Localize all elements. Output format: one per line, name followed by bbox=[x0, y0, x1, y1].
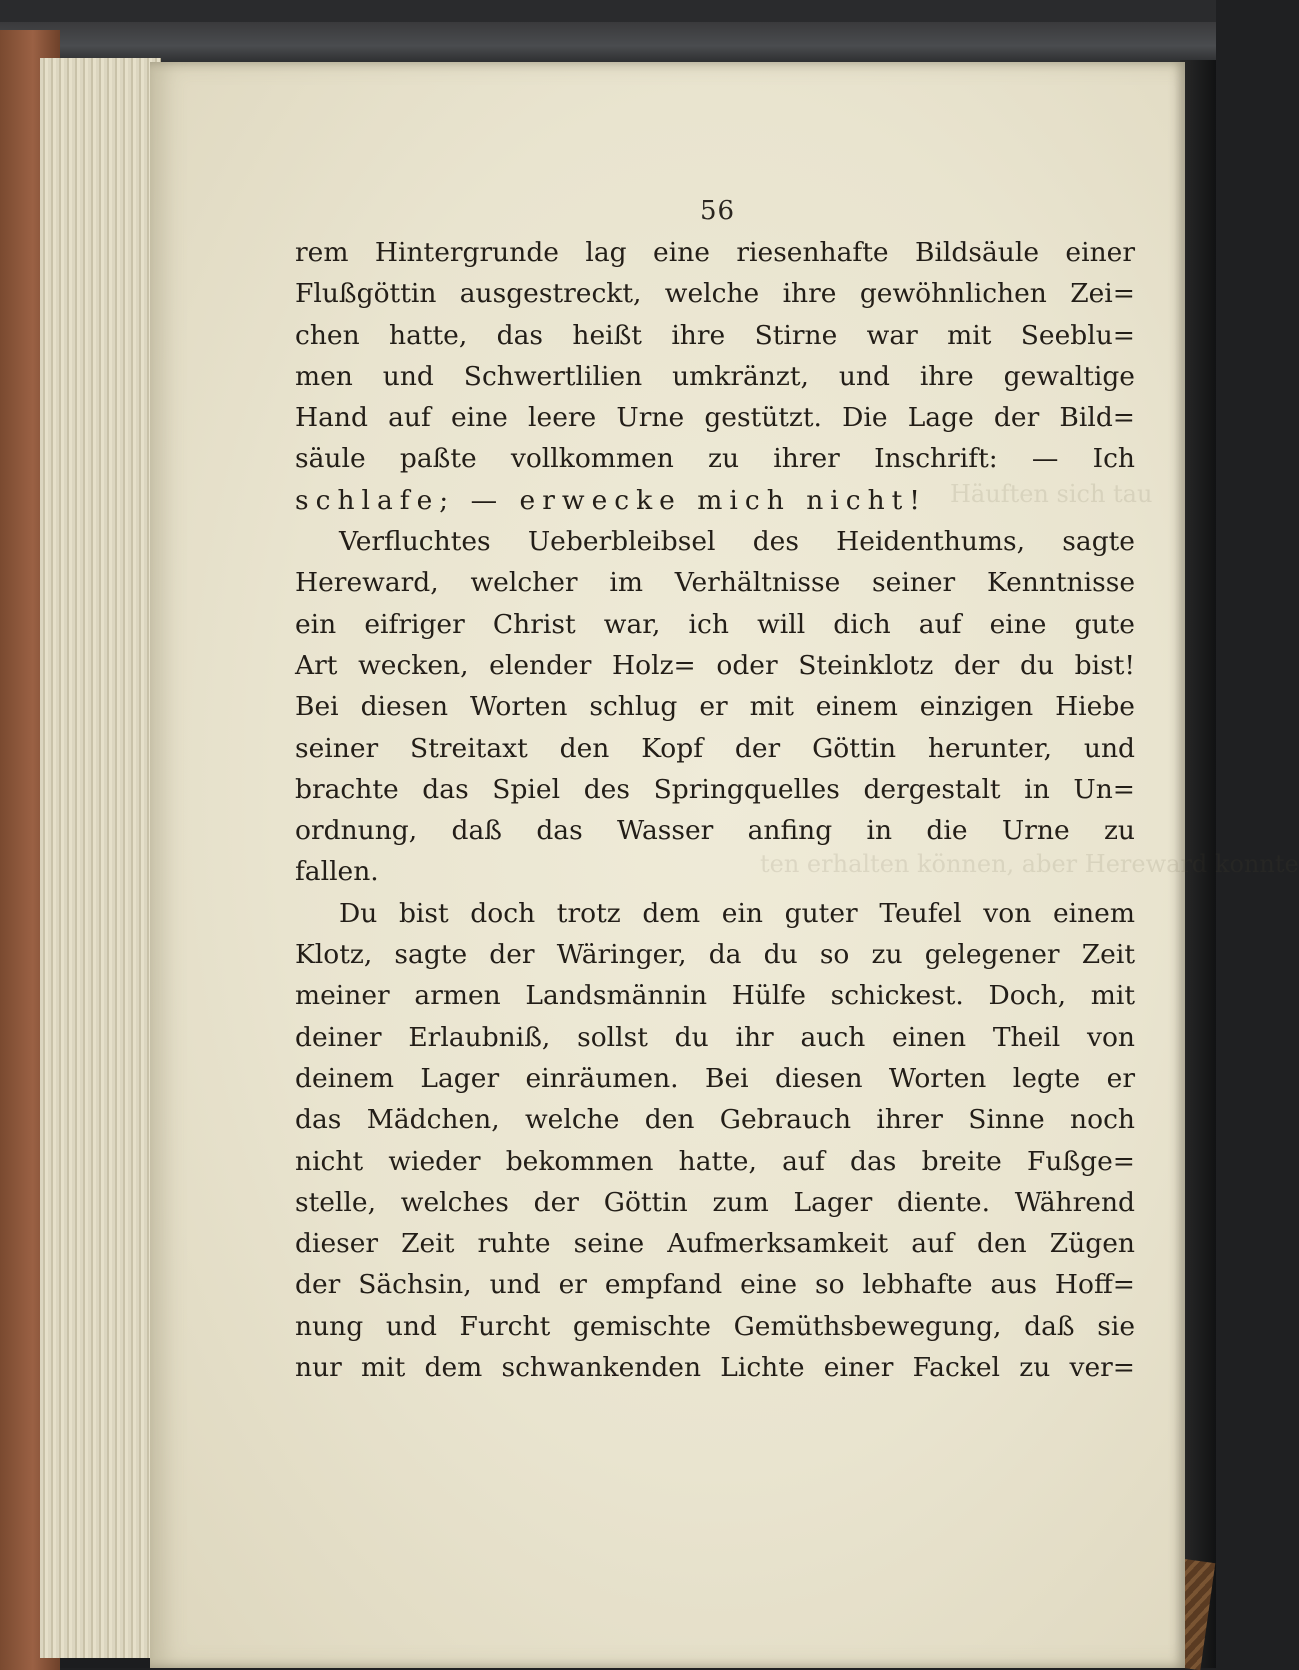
text-line: Hand auf eine leere Urne gestützt. Die Lage der Bild= bbox=[295, 402, 1135, 434]
text-line: seiner Streitaxt den Kopf der Göttin herunter, und bbox=[295, 732, 1135, 764]
text-line: men und Schwertlilien umkränzt, und ihre gewaltige bbox=[295, 360, 1135, 392]
text-line: das Mädchen, welche den Gebrauch ihrer Sinne noch bbox=[295, 1104, 1135, 1136]
text-line: deinem Lager einräumen. Bei diesen Worten legte er bbox=[295, 1062, 1135, 1094]
text-line: rem Hintergrunde lag eine riesenhafte Bildsäule einer bbox=[295, 237, 1135, 268]
text-line: schlafe; — erwecke mich nicht! bbox=[295, 484, 927, 516]
text-line: Art wecken, elender Holz= oder Steinklotz der du bist! bbox=[295, 649, 1135, 681]
body-text bbox=[295, 232, 1135, 1388]
text-line: fallen. bbox=[295, 856, 379, 888]
text-line: Bei diesen Worten schlug er mit einem einzigen Hiebe bbox=[295, 691, 1135, 723]
text-line: deiner Erlaubniß, sollst du ihr auch einen Theil von bbox=[295, 1021, 1135, 1053]
text-line: der Sächsin, und er empfand eine so lebhafte aus Hoff= bbox=[295, 1269, 1135, 1301]
text-line: ordnung, daß das Wasser anfing in die Urne zu bbox=[295, 815, 1135, 847]
text-line: Verfluchtes Ueberbleibsel des Heidenthums, sagte bbox=[339, 526, 1135, 558]
text-line: nicht wieder bekommen hatte, auf das breite Fußge= bbox=[295, 1145, 1135, 1177]
bleed-through-text: Häuften sich tau bbox=[950, 480, 1153, 508]
page-edges bbox=[40, 58, 161, 1658]
book-cover-top bbox=[0, 22, 1216, 62]
text-line: nur mit dem schwankenden Lichte einer Fackel zu ver= bbox=[295, 1352, 1135, 1384]
text-line: Du bist doch trotz dem ein guter Teufel von einem bbox=[339, 897, 1135, 929]
text-line: brachte das Spiel des Springquelles dergestalt in Un= bbox=[295, 773, 1135, 805]
text-line: Klotz, sagte der Wäringer, da du so zu gelegener Zeit bbox=[295, 939, 1135, 971]
text-line: nung und Furcht gemischte Gemüthsbewegung, daß sie bbox=[295, 1310, 1135, 1342]
bleed-through-text: ten erhalten können, aber Hereward konnte bbox=[760, 850, 1299, 878]
text-line: stelle, welches der Göttin zum Lager diente. Während bbox=[295, 1186, 1135, 1218]
text-line: dieser Zeit ruhte seine Aufmerksamkeit auf den Zügen bbox=[295, 1228, 1135, 1260]
text-line: chen hatte, das heißt ihre Stirne war mit Seeblu= bbox=[295, 319, 1135, 351]
text-line: säule paßte vollkommen zu ihrer Inschrift: — Ich bbox=[295, 443, 1135, 475]
text-line: ein eifriger Christ war, ich will dich auf eine gute bbox=[295, 608, 1135, 640]
text-line: meiner armen Landsmännin Hülfe schickest. Doch, mit bbox=[295, 980, 1135, 1012]
text-line: Hereward, welcher im Verhältnisse seiner Kenntnisse bbox=[295, 567, 1135, 599]
text-line: Flußgöttin ausgestreckt, welche ihre gewöhnlichen Zei= bbox=[295, 278, 1135, 310]
page-number: 56 bbox=[700, 196, 736, 226]
